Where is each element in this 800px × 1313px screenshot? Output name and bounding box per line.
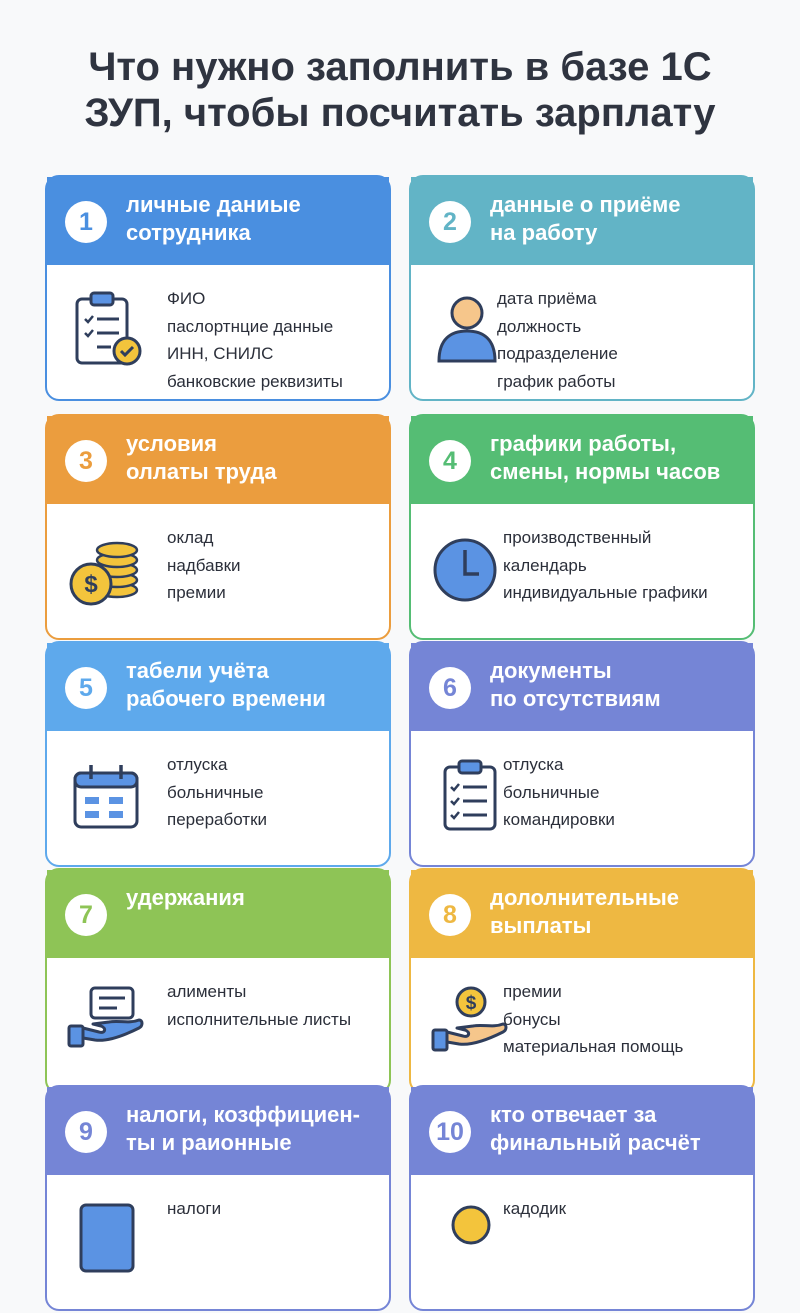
card-body [47, 956, 389, 1096]
card-title-line: удержания [126, 885, 245, 910]
card-body [47, 1173, 389, 1313]
list-item: кадодик [503, 1199, 567, 1218]
card-pay-conditions [45, 414, 391, 640]
card-item-list [503, 1195, 566, 1223]
card-header [47, 177, 389, 263]
list-item: ФИО [167, 289, 206, 308]
card-body [47, 729, 389, 869]
card-title-line: графики работы, [490, 431, 677, 456]
card-header [47, 416, 389, 502]
card-number: 1 [65, 201, 107, 243]
list-item: бонусы [503, 1009, 561, 1029]
card-timesheets [45, 641, 391, 867]
list-item: отлуска [503, 755, 564, 774]
card-body [47, 502, 389, 642]
card-item-list [503, 978, 683, 1061]
card-title [126, 884, 381, 912]
card-title-line: данные о приёме [490, 192, 681, 217]
card-header [47, 643, 389, 729]
svg-text:$: $ [84, 571, 98, 598]
card-item-list [167, 1195, 221, 1223]
card-title-line: документы [490, 658, 612, 683]
card-taxes [45, 1085, 391, 1311]
page-title-line-1: Что нужно заполнить в базе 1С [88, 45, 712, 89]
card-title [490, 430, 745, 486]
card-final-calculation [409, 1085, 755, 1311]
card-number: 6 [429, 667, 471, 709]
card-title-line: налоги, козффициен- [126, 1102, 360, 1127]
card-item-list [167, 751, 267, 834]
page-title [0, 44, 800, 136]
card-title-line: сотрудника [126, 220, 251, 245]
card-header [411, 1087, 753, 1173]
list-item: оклад [167, 528, 214, 547]
list-item: должность [497, 316, 582, 336]
document-icon [67, 1195, 147, 1285]
coins-icon [67, 524, 147, 614]
svg-text:$: $ [465, 993, 477, 1014]
card-title [490, 884, 745, 940]
list-item: исполнительные листы [167, 1009, 352, 1029]
card-number: 2 [429, 201, 471, 243]
card-personal-data [45, 175, 391, 401]
card-title-line: финальный расчёт [490, 1130, 701, 1155]
list-item: отлуска [167, 755, 228, 774]
card-title [490, 191, 745, 247]
card-title-line: рабочего времени [126, 686, 326, 711]
list-item: банковские реквизиты [167, 371, 343, 391]
card-number: 8 [429, 894, 471, 936]
card-title [126, 430, 381, 486]
card-number: 7 [65, 894, 107, 936]
card-title [126, 657, 381, 713]
list-item: календарь [503, 555, 587, 575]
card-title-line: личные даниые [126, 192, 301, 217]
card-title-line: условия [126, 431, 217, 456]
hand-document-icon [67, 978, 147, 1068]
list-item: больничные [167, 782, 264, 802]
list-item: материальная помощь [503, 1037, 684, 1056]
card-body [411, 263, 753, 403]
card-title-line: ты и раионные [126, 1130, 292, 1155]
hand-coin-icon [431, 978, 511, 1068]
page-title-line-2: ЗУП, чтобы посчитать зарплату [84, 91, 716, 135]
card-extra-payments [409, 868, 755, 1094]
card-hiring-data [409, 175, 755, 401]
clipboard-check-icon [67, 285, 147, 375]
card-absence-documents [409, 641, 755, 867]
card-body [411, 729, 753, 869]
list-item: налоги [167, 1199, 222, 1218]
card-title [490, 657, 745, 713]
list-item: ИНН, СНИЛС [167, 344, 274, 363]
card-title [126, 191, 381, 247]
card-title-line: смены, нормы часов [490, 459, 721, 484]
card-item-list [167, 978, 351, 1033]
card-title [126, 1101, 381, 1157]
card-title-line: табели учёта [126, 658, 269, 683]
list-item: график работы [497, 371, 616, 391]
card-header [411, 643, 753, 729]
card-title [490, 1101, 745, 1157]
checklist-icon [431, 751, 511, 841]
list-item: дата приёма [497, 289, 597, 308]
card-title-line: выплаты [490, 913, 592, 938]
card-number: 10 [429, 1111, 471, 1153]
coin-icon [431, 1195, 511, 1285]
card-header [47, 870, 389, 956]
list-item: алименты [167, 982, 247, 1001]
list-item: производственный [503, 528, 652, 547]
card-deductions [45, 868, 391, 1094]
card-item-list [167, 285, 343, 395]
card-body [47, 263, 389, 403]
list-item: паслортнцие данные [167, 316, 334, 336]
card-header [47, 1087, 389, 1173]
card-item-list [503, 751, 615, 834]
list-item: премии [503, 982, 562, 1001]
card-header [411, 177, 753, 263]
card-work-schedules [409, 414, 755, 640]
card-title-line: дололнительные [490, 885, 680, 910]
list-item: надбавки [167, 555, 241, 575]
card-header [411, 870, 753, 956]
list-item: подразделение [497, 344, 618, 363]
list-item: переработки [167, 810, 268, 829]
card-title-line: на работу [490, 220, 598, 245]
card-number: 4 [429, 440, 471, 482]
card-body [411, 1173, 753, 1313]
list-item: премии [167, 583, 226, 602]
card-number: 9 [65, 1111, 107, 1153]
list-item: индивидуальные графики [503, 583, 708, 602]
clock-icon [431, 524, 511, 614]
calendar-icon [67, 751, 147, 841]
card-item-list [497, 285, 618, 395]
list-item: больничные [503, 782, 600, 802]
card-body [411, 502, 753, 642]
card-item-list [503, 524, 708, 607]
card-number: 3 [65, 440, 107, 482]
list-item: командировки [503, 810, 615, 829]
card-title-line: по отсутствиям [490, 686, 661, 711]
card-title-line: оллаты труда [126, 459, 277, 484]
card-header [411, 416, 753, 502]
card-body [411, 956, 753, 1096]
card-item-list [167, 524, 241, 607]
card-title-line: кто отвечает за [490, 1102, 657, 1127]
card-number: 5 [65, 667, 107, 709]
